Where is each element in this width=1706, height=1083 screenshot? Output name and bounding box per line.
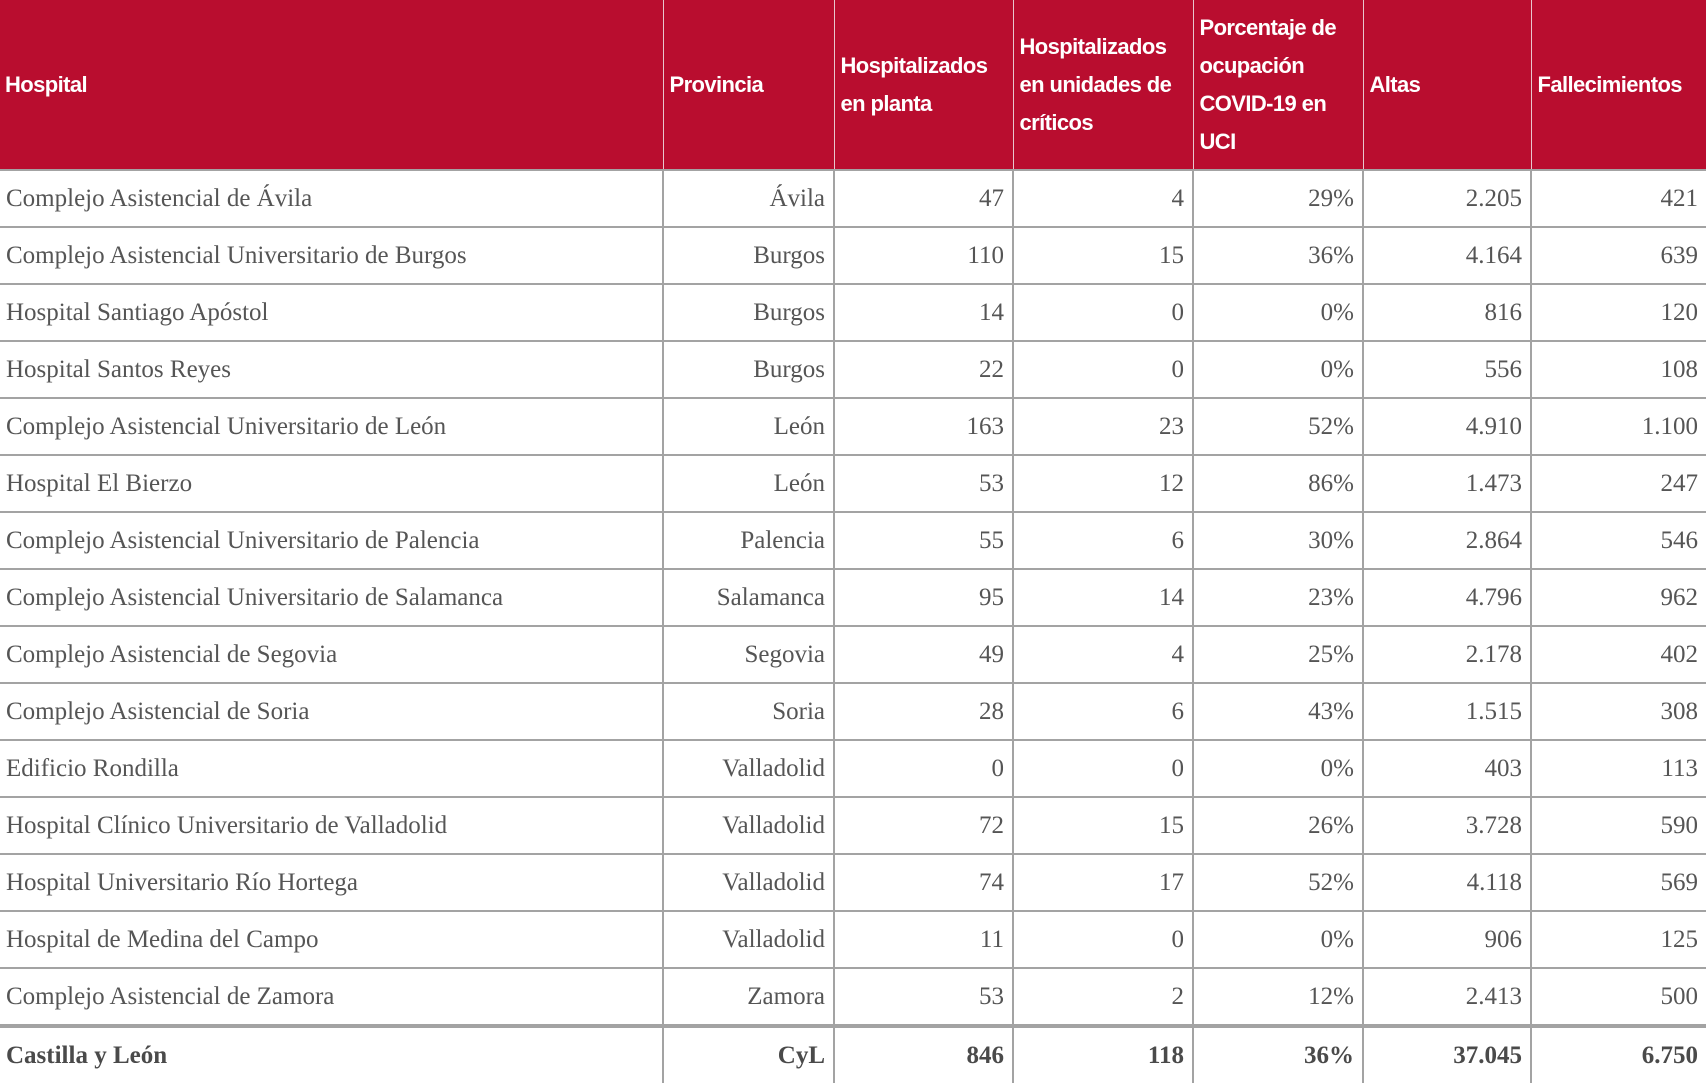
table-row — [0, 398, 1706, 455]
cell-altas: 4.910 — [1363, 398, 1531, 455]
table-row — [0, 683, 1706, 740]
cell-criticos: 0 — [1013, 911, 1193, 968]
cell-ocupacion: 36% — [1193, 1026, 1363, 1083]
cell-fallecimientos: 108 — [1531, 341, 1706, 398]
table-row — [0, 968, 1706, 1026]
cell-ocupacion: 52% — [1193, 854, 1363, 911]
cell-criticos: 0 — [1013, 284, 1193, 341]
cell-hospital: Complejo Asistencial de Ávila — [0, 170, 663, 227]
cell-ocupacion: 86% — [1193, 455, 1363, 512]
cell-hospital: Complejo Asistencial de Zamora — [0, 968, 663, 1026]
cell-criticos: 23 — [1013, 398, 1193, 455]
cell-provincia: CyL — [663, 1026, 834, 1083]
cell-provincia: Zamora — [663, 968, 834, 1026]
cell-ocupacion: 52% — [1193, 398, 1363, 455]
cell-fallecimientos: 500 — [1531, 968, 1706, 1026]
cell-provincia: Soria — [663, 683, 834, 740]
cell-ocupacion: 30% — [1193, 512, 1363, 569]
cell-planta: 47 — [834, 170, 1013, 227]
cell-criticos: 6 — [1013, 512, 1193, 569]
cell-planta: 22 — [834, 341, 1013, 398]
cell-criticos: 17 — [1013, 854, 1193, 911]
cell-ocupacion: 26% — [1193, 797, 1363, 854]
cell-altas: 1.473 — [1363, 455, 1531, 512]
cell-fallecimientos: 113 — [1531, 740, 1706, 797]
cell-altas: 1.515 — [1363, 683, 1531, 740]
cell-altas: 4.118 — [1363, 854, 1531, 911]
cell-criticos: 15 — [1013, 797, 1193, 854]
total-row — [0, 1026, 1706, 1083]
cell-ocupacion: 0% — [1193, 341, 1363, 398]
cell-provincia: Ávila — [663, 170, 834, 227]
cell-hospital: Complejo Asistencial Universitario de Burgos — [0, 227, 663, 284]
cell-altas: 2.205 — [1363, 170, 1531, 227]
cell-ocupacion: 43% — [1193, 683, 1363, 740]
cell-criticos: 6 — [1013, 683, 1193, 740]
cell-ocupacion: 0% — [1193, 911, 1363, 968]
cell-provincia: Valladolid — [663, 740, 834, 797]
cell-hospital: Hospital Santos Reyes — [0, 341, 663, 398]
cell-fallecimientos: 308 — [1531, 683, 1706, 740]
cell-planta: 74 — [834, 854, 1013, 911]
table-row — [0, 854, 1706, 911]
cell-hospital: Complejo Asistencial Universitario de Salamanca — [0, 569, 663, 626]
cell-altas: 816 — [1363, 284, 1531, 341]
cell-altas: 2.178 — [1363, 626, 1531, 683]
cell-fallecimientos: 421 — [1531, 170, 1706, 227]
cell-criticos: 4 — [1013, 626, 1193, 683]
header-fallecimientos: Fallecimientos — [1531, 0, 1706, 170]
cell-fallecimientos: 590 — [1531, 797, 1706, 854]
cell-ocupacion: 12% — [1193, 968, 1363, 1026]
cell-planta: 53 — [834, 968, 1013, 1026]
cell-provincia: Palencia — [663, 512, 834, 569]
cell-criticos: 2 — [1013, 968, 1193, 1026]
cell-altas: 556 — [1363, 341, 1531, 398]
table-row — [0, 284, 1706, 341]
cell-fallecimientos: 125 — [1531, 911, 1706, 968]
header-hospital: Hospital — [0, 0, 663, 170]
cell-fallecimientos: 546 — [1531, 512, 1706, 569]
cell-fallecimientos: 402 — [1531, 626, 1706, 683]
cell-planta: 55 — [834, 512, 1013, 569]
cell-planta: 11 — [834, 911, 1013, 968]
table-row — [0, 569, 1706, 626]
cell-hospital: Hospital Santiago Apóstol — [0, 284, 663, 341]
table-row — [0, 626, 1706, 683]
cell-provincia: León — [663, 398, 834, 455]
cell-hospital: Hospital El Bierzo — [0, 455, 663, 512]
cell-ocupacion: 0% — [1193, 740, 1363, 797]
cell-ocupacion: 29% — [1193, 170, 1363, 227]
cell-hospital: Edificio Rondilla — [0, 740, 663, 797]
cell-provincia: León — [663, 455, 834, 512]
cell-ocupacion: 23% — [1193, 569, 1363, 626]
cell-ocupacion: 25% — [1193, 626, 1363, 683]
cell-altas: 906 — [1363, 911, 1531, 968]
cell-provincia: Segovia — [663, 626, 834, 683]
cell-planta: 53 — [834, 455, 1013, 512]
cell-hospital: Complejo Asistencial de Soria — [0, 683, 663, 740]
cell-planta: 95 — [834, 569, 1013, 626]
cell-provincia: Salamanca — [663, 569, 834, 626]
cell-fallecimientos: 247 — [1531, 455, 1706, 512]
table-row — [0, 455, 1706, 512]
cell-fallecimientos: 6.750 — [1531, 1026, 1706, 1083]
cell-provincia: Burgos — [663, 227, 834, 284]
cell-fallecimientos: 569 — [1531, 854, 1706, 911]
cell-hospital: Castilla y León — [0, 1026, 663, 1083]
cell-altas: 4.164 — [1363, 227, 1531, 284]
table-row — [0, 911, 1706, 968]
cell-planta: 28 — [834, 683, 1013, 740]
cell-criticos: 4 — [1013, 170, 1193, 227]
header-hospitalizados-planta: Hospitalizados en planta — [834, 0, 1013, 170]
cell-criticos: 14 — [1013, 569, 1193, 626]
cell-criticos: 12 — [1013, 455, 1193, 512]
cell-provincia: Valladolid — [663, 797, 834, 854]
cell-altas: 2.864 — [1363, 512, 1531, 569]
cell-hospital: Complejo Asistencial de Segovia — [0, 626, 663, 683]
cell-hospital: Hospital Clínico Universitario de Valladolid — [0, 797, 663, 854]
cell-provincia: Valladolid — [663, 911, 834, 968]
table-row — [0, 512, 1706, 569]
cell-planta: 163 — [834, 398, 1013, 455]
cell-planta: 0 — [834, 740, 1013, 797]
cell-planta: 846 — [834, 1026, 1013, 1083]
table-row — [0, 341, 1706, 398]
cell-planta: 49 — [834, 626, 1013, 683]
cell-planta: 110 — [834, 227, 1013, 284]
table-row — [0, 170, 1706, 227]
cell-planta: 14 — [834, 284, 1013, 341]
cell-fallecimientos: 120 — [1531, 284, 1706, 341]
cell-fallecimientos: 962 — [1531, 569, 1706, 626]
cell-altas: 403 — [1363, 740, 1531, 797]
table-row — [0, 740, 1706, 797]
cell-planta: 72 — [834, 797, 1013, 854]
cell-hospital: Complejo Asistencial Universitario de Palencia — [0, 512, 663, 569]
cell-fallecimientos: 639 — [1531, 227, 1706, 284]
cell-ocupacion: 0% — [1193, 284, 1363, 341]
cell-fallecimientos: 1.100 — [1531, 398, 1706, 455]
header-altas: Altas — [1363, 0, 1531, 170]
cell-hospital: Complejo Asistencial Universitario de León — [0, 398, 663, 455]
cell-hospital: Hospital Universitario Río Hortega — [0, 854, 663, 911]
table-row — [0, 227, 1706, 284]
header-provincia: Provincia — [663, 0, 834, 170]
header-hospitalizados-criticos: Hospitalizados en unidades de críticos — [1013, 0, 1193, 170]
cell-criticos: 0 — [1013, 341, 1193, 398]
cell-provincia: Burgos — [663, 341, 834, 398]
cell-altas: 2.413 — [1363, 968, 1531, 1026]
cell-altas: 37.045 — [1363, 1026, 1531, 1083]
cell-provincia: Burgos — [663, 284, 834, 341]
cell-hospital: Hospital de Medina del Campo — [0, 911, 663, 968]
header-ocupacion-uci: Porcentaje de ocupación COVID-19 en UCI — [1193, 0, 1363, 170]
cell-criticos: 15 — [1013, 227, 1193, 284]
cell-altas: 3.728 — [1363, 797, 1531, 854]
cell-criticos: 0 — [1013, 740, 1193, 797]
table-row — [0, 797, 1706, 854]
cell-ocupacion: 36% — [1193, 227, 1363, 284]
cell-provincia: Valladolid — [663, 854, 834, 911]
table-header — [0, 0, 1706, 170]
cell-criticos: 118 — [1013, 1026, 1193, 1083]
table-body — [0, 170, 1706, 1083]
cell-altas: 4.796 — [1363, 569, 1531, 626]
